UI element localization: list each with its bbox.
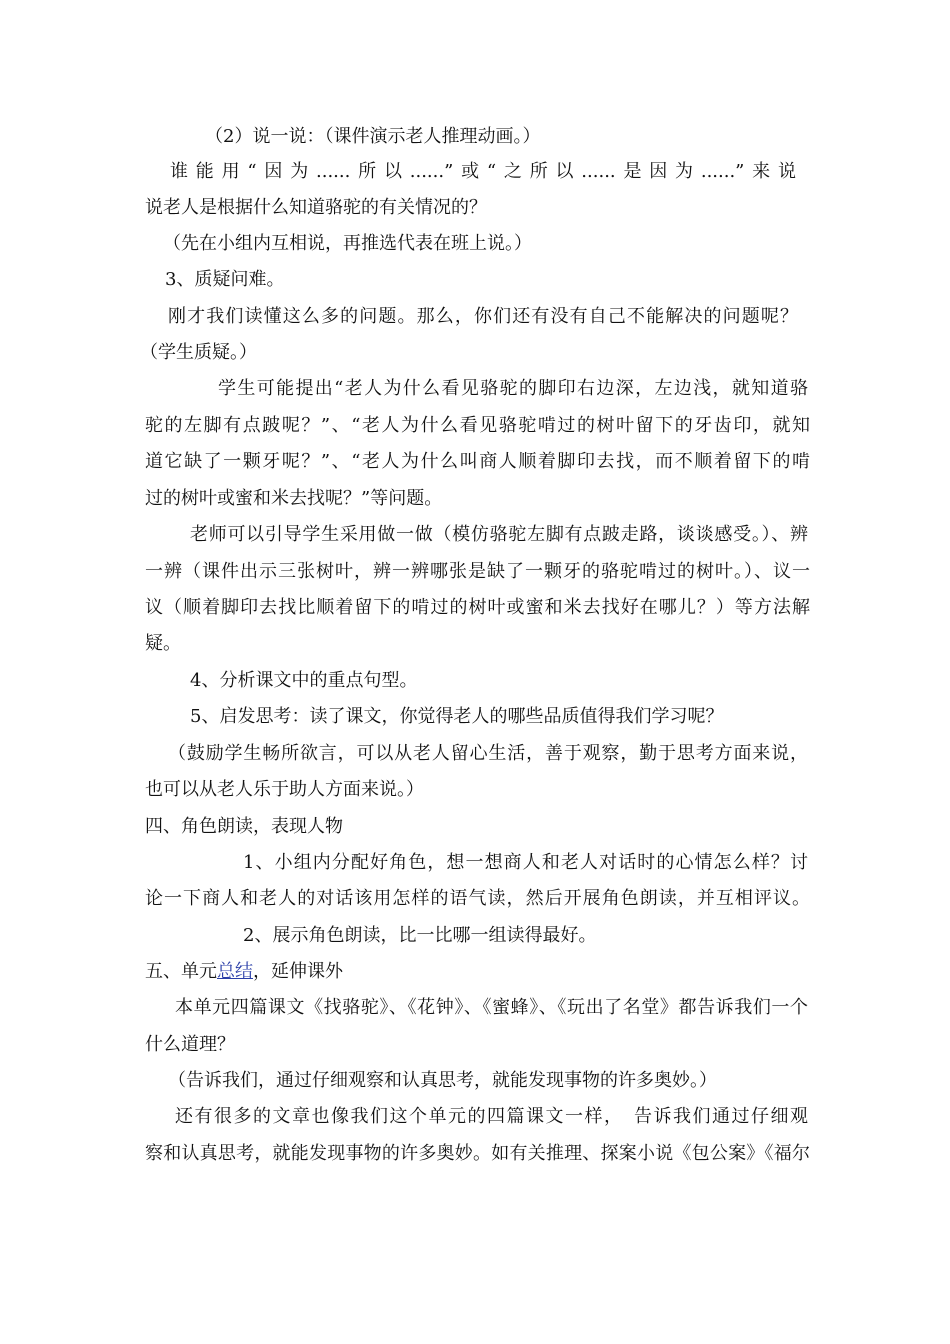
summary-link[interactable]: 总结 — [217, 961, 253, 982]
text-line: 议（顺着脚印去找比顺着留下的啃过的树叶或蜜和米去找好在哪儿？）等方法解 — [145, 597, 810, 618]
section-heading: 四、角色朗读，表现人物 — [145, 816, 343, 837]
text-line: 驼的左脚有点跛呢？”、“老人为什么看见骆驼啃过的树叶留下的牙齿印，就知 — [145, 415, 810, 436]
text-line: 一辨（课件出示三张树叶，辨一辨哪张是缺了一颗牙的骆驼啃过的树叶。）、议一 — [145, 561, 810, 582]
text-line: 道它缺了一颗牙呢？”、“老人为什么叫商人顺着脚印去找，而不顺着留下的啃 — [145, 451, 810, 472]
text-line: 疑。 — [145, 633, 181, 654]
text-line: 学生可能提出“老人为什么看见骆驼的脚印右边深，左边浅，就知道骆 — [218, 378, 808, 399]
section-heading-prefix: 五、单元 — [145, 961, 217, 982]
text-line: （先在小组内互相说，再推选代表在班上说。） — [163, 233, 532, 254]
text-line: （学生质疑。） — [140, 342, 257, 363]
text-line: 刚才我们读懂这么多的问题。那么，你们还有没有自己不能解决的问题呢？ — [168, 306, 798, 327]
text-line: 2、展示角色朗读，比一比哪一组读得最好。 — [243, 925, 597, 946]
section-heading — [145, 960, 810, 984]
text-line: 1、小组内分配好角色，想一想商人和老人对话时的心情怎么样？讨 — [243, 852, 808, 873]
text-line: （鼓励学生畅所欲言，可以从老人留心生活，善于观察，勤于思考方面来说， — [168, 743, 808, 764]
text-line: 察和认真思考，就能发现事物的许多奥妙。如有关推理、探案小说《包公案》《福尔 — [145, 1143, 810, 1164]
text-line: 谁能用“因为......所以......”或“之所以......是因为......”来说 — [170, 161, 796, 182]
text-line: 本单元四篇课文《找骆驼》、《花钟》、《蜜蜂》、《玩出了名堂》都告诉我们一个 — [175, 997, 808, 1018]
text-line: 还有很多的文章也像我们这个单元的四篇课文一样， 告诉我们通过仔细观 — [175, 1106, 808, 1127]
section-heading-suffix: ，延伸课外 — [253, 961, 343, 982]
text-line: （告诉我们，通过仔细观察和认真思考，就能发现事物的许多奥妙。） — [168, 1070, 717, 1091]
text-line: （2）说一说：（课件演示老人推理动画。） — [205, 126, 541, 147]
section-heading: 4、分析课文中的重点句型。 — [190, 670, 418, 691]
text-line: 说老人是根据什么知道骆驼的有关情况的？ — [145, 197, 487, 218]
text-line: 老师可以引导学生采用做一做（模仿骆驼左脚有点跛走路，谈谈感受。）、辨 — [190, 524, 808, 545]
text-line: 论一下商人和老人的对话该用怎样的语气读，然后开展角色朗读，并互相评议。 — [145, 888, 810, 909]
section-heading: 3、质疑问难。 — [165, 269, 285, 290]
text-line: 过的树叶或蜜和米去找呢？”等问题。 — [145, 488, 443, 509]
text-line: 什么道理？ — [145, 1034, 235, 1055]
section-heading: 5、启发思考：读了课文，你觉得老人的哪些品质值得我们学习呢？ — [190, 706, 724, 727]
text-line: 也可以从老人乐于助人方面来说。） — [145, 779, 424, 800]
